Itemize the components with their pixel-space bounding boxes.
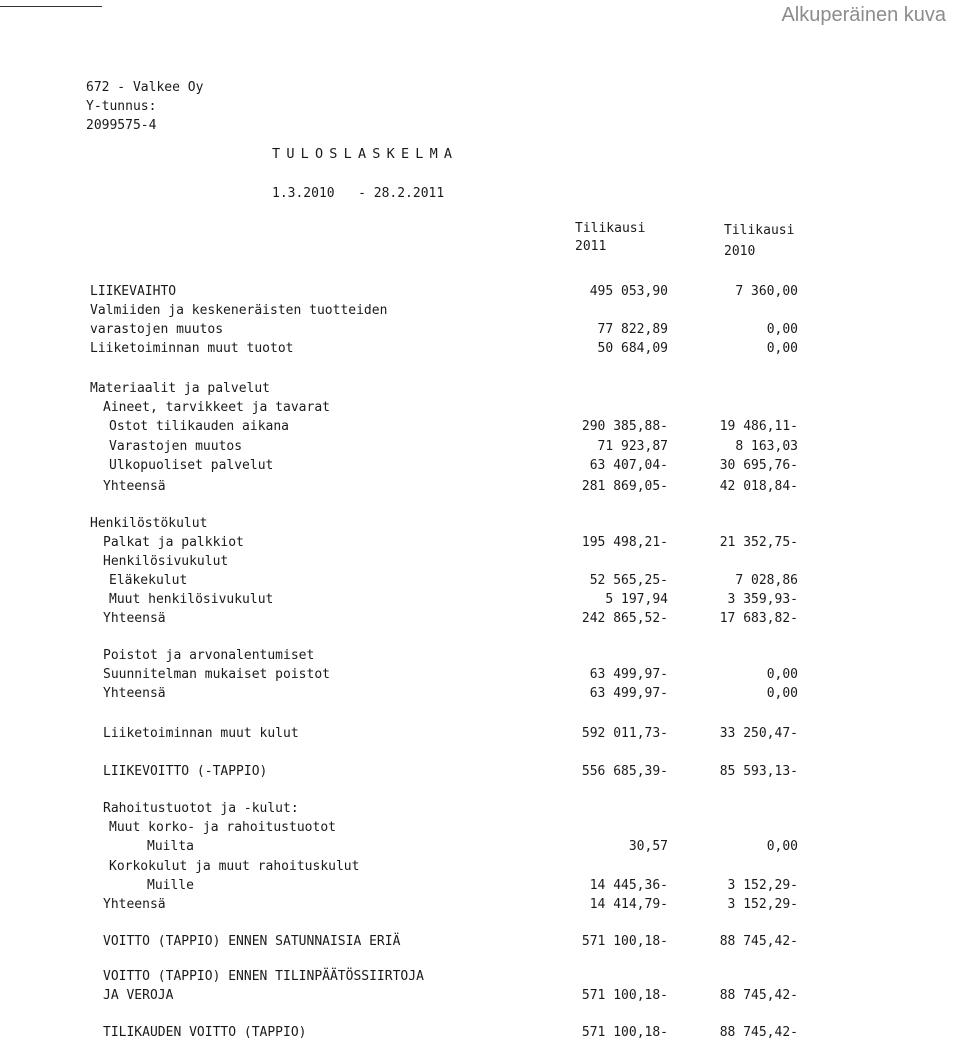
row-label: Yhteensä bbox=[103, 686, 166, 701]
row-label: Muilta bbox=[147, 839, 194, 854]
row-label: Muut henkilösivukulut bbox=[109, 592, 274, 607]
value-2010: 17 683,82- bbox=[719, 611, 798, 626]
value-2010: 88 745,42- bbox=[719, 1025, 798, 1040]
company-block bbox=[86, 78, 203, 135]
value-2011: 5 197,94 bbox=[605, 592, 668, 607]
row-label: Poistot ja arvonalentumiset bbox=[103, 648, 315, 663]
row-label: Eläkekulut bbox=[109, 573, 188, 588]
value-2010: 85 593,13- bbox=[719, 764, 798, 779]
row-label: Materiaalit ja palvelut bbox=[90, 381, 271, 396]
watermark: Alkuperäinen kuva bbox=[781, 4, 946, 26]
row-label: Rahoitustuotot ja -kulut: bbox=[103, 801, 299, 816]
column-header-2011 bbox=[575, 220, 645, 256]
row-label: VOITTO (TAPPIO) ENNEN SATUNNAISIA ERIÄ bbox=[103, 934, 401, 949]
value-2011: 63 499,97- bbox=[589, 686, 668, 701]
row-label: Varastojen muutos bbox=[109, 439, 243, 454]
row-label: JA VEROJA bbox=[103, 988, 174, 1003]
value-2010: 0,00 bbox=[766, 322, 798, 337]
value-2010: 0,00 bbox=[766, 686, 798, 701]
company-name: 672 - Valkee Oy bbox=[86, 80, 204, 95]
value-2010: 88 745,42- bbox=[719, 988, 798, 1003]
value-2011: 52 565,25- bbox=[589, 573, 668, 588]
value-2010: 3 152,29- bbox=[727, 897, 798, 912]
column-header-2010 bbox=[724, 220, 794, 262]
business-id-label: Y-tunnus: bbox=[86, 99, 157, 114]
row-label: Yhteensä bbox=[103, 611, 166, 626]
row-label: TILIKAUDEN VOITTO (TAPPIO) bbox=[103, 1025, 307, 1040]
value-2010: 19 486,11- bbox=[719, 419, 798, 434]
value-2010: 0,00 bbox=[766, 667, 798, 682]
row-label: Suunnitelman mukaiset poistot bbox=[103, 667, 330, 682]
value-2011: 77 822,89 bbox=[597, 322, 668, 337]
row-label: Ostot tilikauden aikana bbox=[109, 419, 290, 434]
row-label: LIIKEVOITTO (-TAPPIO) bbox=[103, 764, 268, 779]
value-2011: 495 053,90 bbox=[589, 284, 668, 299]
business-id-value: 2099575-4 bbox=[86, 118, 157, 133]
row-label: Liiketoiminnan muut kulut bbox=[103, 726, 299, 741]
value-2010: 7 360,00 bbox=[735, 284, 798, 299]
row-label: Muille bbox=[147, 878, 194, 893]
value-2010: 33 250,47- bbox=[719, 726, 798, 741]
row-label: Korkokulut ja muut rahoituskulut bbox=[109, 859, 360, 874]
value-2011: 195 498,21- bbox=[581, 535, 668, 550]
value-2011: 556 685,39- bbox=[581, 764, 668, 779]
value-2010: 0,00 bbox=[766, 341, 798, 356]
reporting-period: 1.3.2010 - 28.2.2011 bbox=[272, 186, 445, 201]
column-header-line1: Tilikausi bbox=[575, 221, 646, 236]
value-2010: 0,00 bbox=[766, 839, 798, 854]
value-2010: 7 028,86 bbox=[735, 573, 798, 588]
value-2011: 571 100,18- bbox=[581, 934, 668, 949]
value-2010: 3 152,29- bbox=[727, 878, 798, 893]
value-2011: 63 407,04- bbox=[589, 458, 668, 473]
column-header-year: 2011 bbox=[575, 239, 607, 254]
value-2011: 571 100,18- bbox=[581, 1025, 668, 1040]
document-title: TULOSLASKELMA bbox=[272, 146, 459, 162]
scan-edge-line bbox=[0, 6, 102, 7]
value-2011: 30,57 bbox=[628, 839, 668, 854]
row-label: varastojen muutos bbox=[90, 322, 224, 337]
value-2010: 30 695,76- bbox=[719, 458, 798, 473]
value-2010: 8 163,03 bbox=[735, 439, 798, 454]
row-label: Aineet, tarvikkeet ja tavarat bbox=[103, 400, 330, 415]
row-label: Henkilösivukulut bbox=[103, 554, 229, 569]
value-2011: 242 865,52- bbox=[581, 611, 668, 626]
column-header-year: 2010 bbox=[724, 244, 756, 259]
value-2011: 63 499,97- bbox=[589, 667, 668, 682]
row-label: Palkat ja palkkiot bbox=[103, 535, 244, 550]
row-label: LIIKEVAIHTO bbox=[90, 284, 177, 299]
value-2011: 14 414,79- bbox=[589, 897, 668, 912]
value-2011: 571 100,18- bbox=[581, 988, 668, 1003]
value-2011: 14 445,36- bbox=[589, 878, 668, 893]
row-label: Ulkopuoliset palvelut bbox=[109, 458, 274, 473]
row-label: VOITTO (TAPPIO) ENNEN TILINPÄÄTÖSSIIRTOJA bbox=[103, 969, 424, 984]
value-2010: 88 745,42- bbox=[719, 934, 798, 949]
value-2010: 42 018,84- bbox=[719, 479, 798, 494]
value-2010: 3 359,93- bbox=[727, 592, 798, 607]
value-2011: 50 684,09 bbox=[597, 341, 668, 356]
column-header-line1: Tilikausi bbox=[724, 223, 795, 238]
row-label: Yhteensä bbox=[103, 479, 166, 494]
value-2011: 281 869,05- bbox=[581, 479, 668, 494]
row-label: Muut korko- ja rahoitustuotot bbox=[109, 820, 336, 835]
value-2011: 592 011,73- bbox=[581, 726, 668, 741]
value-2011: 290 385,88- bbox=[581, 419, 668, 434]
row-label: Liiketoiminnan muut tuotot bbox=[90, 341, 294, 356]
value-2011: 71 923,87 bbox=[597, 439, 668, 454]
row-label: Yhteensä bbox=[103, 897, 166, 912]
row-label: Valmiiden ja keskeneräisten tuotteiden bbox=[90, 303, 388, 318]
row-label: Henkilöstökulut bbox=[90, 516, 208, 531]
value-2010: 21 352,75- bbox=[719, 535, 798, 550]
